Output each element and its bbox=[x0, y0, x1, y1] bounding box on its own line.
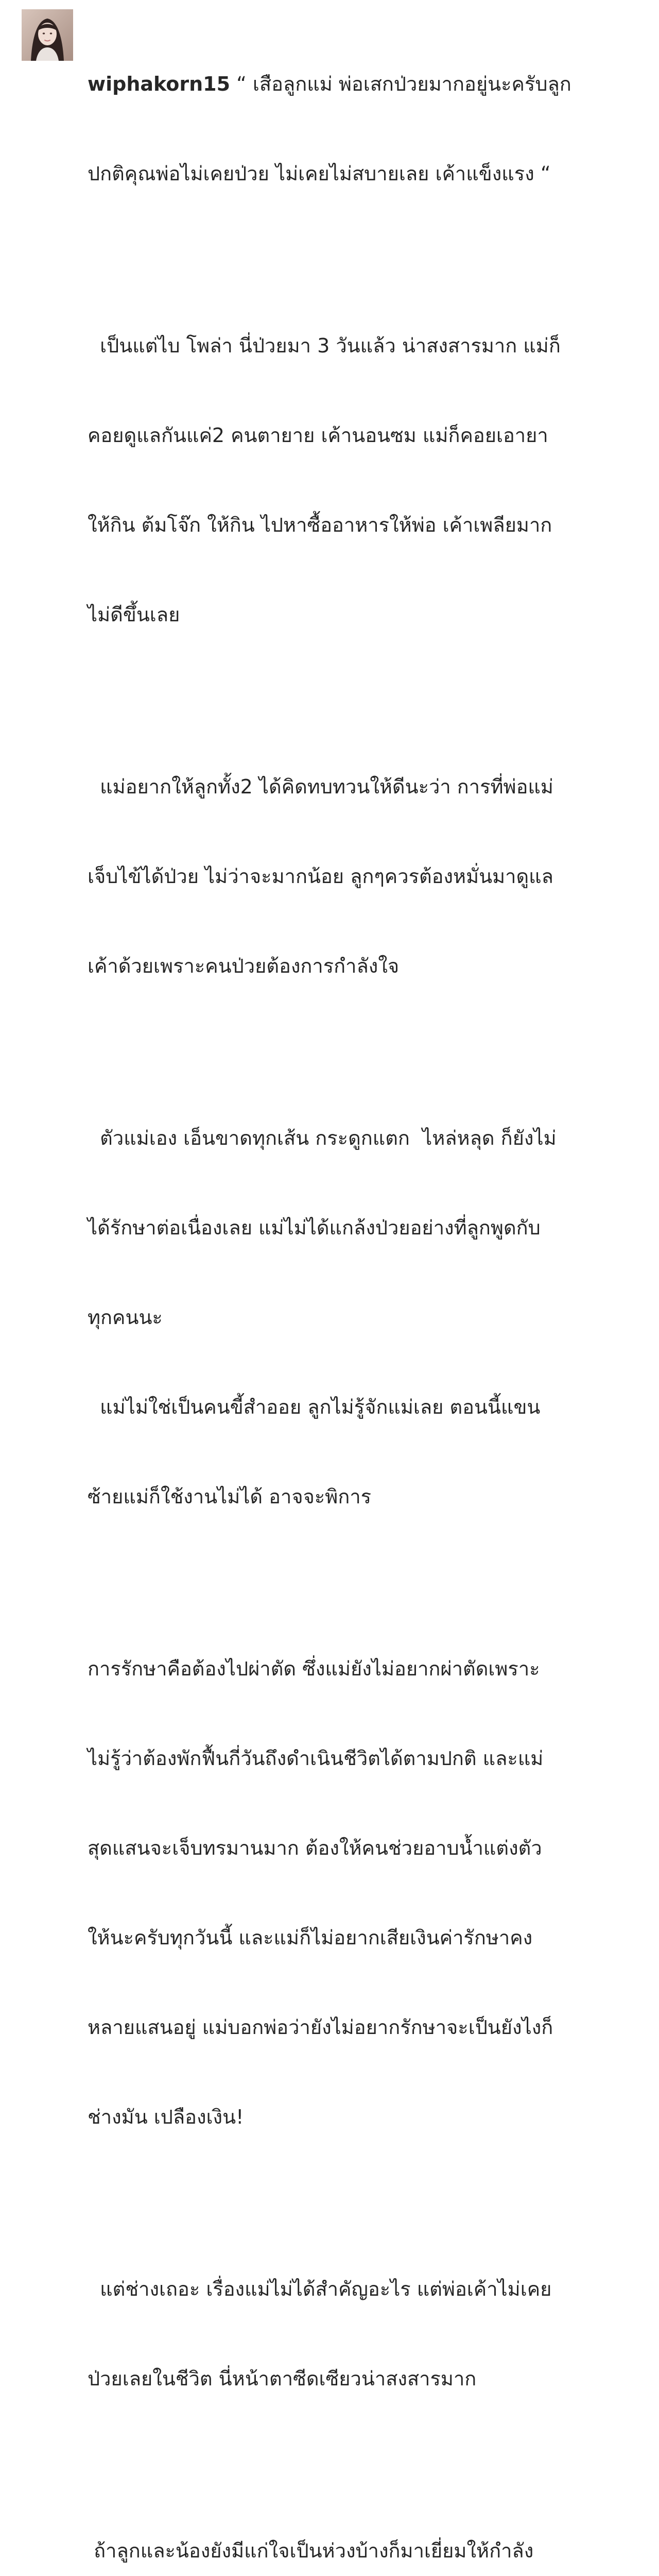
username-link[interactable]: wiphakorn15 bbox=[88, 73, 231, 95]
caption-line-0: wiphakorn15 “ เสือลูกแม่ พ่อเสกป่วยมากอยู่นะครับลูก bbox=[88, 73, 571, 95]
avatar[interactable] bbox=[22, 9, 73, 61]
comment-text bbox=[88, 9, 644, 2576]
caption-line-25: แต่ช่างเถอะ เรื่องแม่ไม่ได้สำคัญอะไร แต่พ่อเค้าไม่เคย bbox=[88, 2278, 552, 2300]
paragraph-gap bbox=[88, 2453, 644, 2476]
caption-line-14: ทุกคนนะ bbox=[88, 1306, 163, 1329]
caption-line-28: ถ้าลูกและน้องยังมีแก่ใจเป็นห่วงบ้างก็มาเยี่ยมให้กำลัง bbox=[88, 2539, 534, 2562]
caption-line-13: ได้รักษาต่อเนื่องเลย แม่ไม่ได้แกล้งป่วยอย่างที่ลูกพูดกับ bbox=[88, 1216, 541, 1239]
caption-line-15: แม่ไม่ใช่เป็นคนขี้สำออย ลูกไม่รู้จักแม่เลย ตอนนี้แขน bbox=[88, 1396, 541, 1418]
caption-line-8: แม่อยากให้ลูกทั้ง2 ได้คิดทบทวนให้ดีนะว่า การที่พ่อแม่ bbox=[88, 775, 553, 798]
profile-photo-icon bbox=[22, 9, 73, 61]
caption-line-9: เจ็บไข้ได้ป่วย ไม่ว่าจะมากน้อย ลูกๆควรต้องหมั่นมาดูแล bbox=[88, 865, 553, 888]
caption-line-5: ให้กิน ต้มโจ๊ก ให้กิน ไปหาซื้ออาหารให้พ่อ เค้าเพลียมาก bbox=[88, 514, 552, 536]
caption-line-12: ตัวแม่เอง เอ็นขาดทุกเส้น กระดูกแตก ไหล่หลุด ก็ยังไม่ bbox=[88, 1127, 557, 1149]
caption-line-22: หลายแสนอยู่ แม่บอกพ่อว่ายังไม่อยากรักษาจะเป็นยังไงก็ bbox=[88, 2016, 553, 2039]
caption-line-21: ให้นะครับทุกวันนี้ และแม่ก็ไม่อยากเสียเงินค่ารักษาคง bbox=[88, 1926, 533, 1949]
paragraph-gap bbox=[88, 689, 644, 712]
caption-line-19: ไม่รู้ว่าต้องพักฟื้นกี่วันถึงดำเนินชีวิตได้ตามปกติ และแม่ bbox=[88, 1747, 544, 1770]
paragraph-gap bbox=[88, 1571, 644, 1594]
caption-line-6: ไม่ดีขึ้นเลย bbox=[88, 603, 180, 626]
caption-line-10: เค้าด้วยเพราะคนป่วยต้องการกำลังใจ bbox=[88, 955, 400, 977]
caption-line-20: สุดแสนจะเจ็บทรมานมาก ต้องให้คนช่วยอาบน้ำแต่งตัว bbox=[88, 1837, 542, 1859]
caption-line-3: เป็นแต่ไบ โพล่า นี่ป่วยมา 3 วันแล้ว น่าสงสารมาก แม่ก็ bbox=[88, 334, 561, 357]
paragraph-gap bbox=[88, 248, 644, 271]
caption-line-16: ซ้ายแม่ก็ใช้งานไม่ได้ อาจจะพิการ bbox=[88, 1485, 372, 1508]
paragraph-gap bbox=[88, 2192, 644, 2214]
caption-line-1: ปกติคุณพ่อไม่เคยป่วย ไม่เคยไม่สบายเลย เค้าแข็งแรง “ bbox=[88, 162, 551, 185]
caption-line-4: คอยดูแลกันแค่2 คนตายาย เค้านอนซม แม่ก็คอยเอายา bbox=[88, 424, 548, 447]
caption-line-23: ช่างมัน เปลืองเงิน! bbox=[88, 2106, 244, 2128]
paragraph-gap bbox=[88, 1041, 644, 1063]
caption-line-18: การรักษาคือต้องไปผ่าตัด ซึ่งแม่ยังไม่อยากผ่าตัดเพราะ bbox=[88, 1657, 540, 1680]
caption-line-26: ป่วยเลยในชีวิต นี่หน้าตาซีดเซียวน่าสงสารมาก bbox=[88, 2367, 477, 2390]
